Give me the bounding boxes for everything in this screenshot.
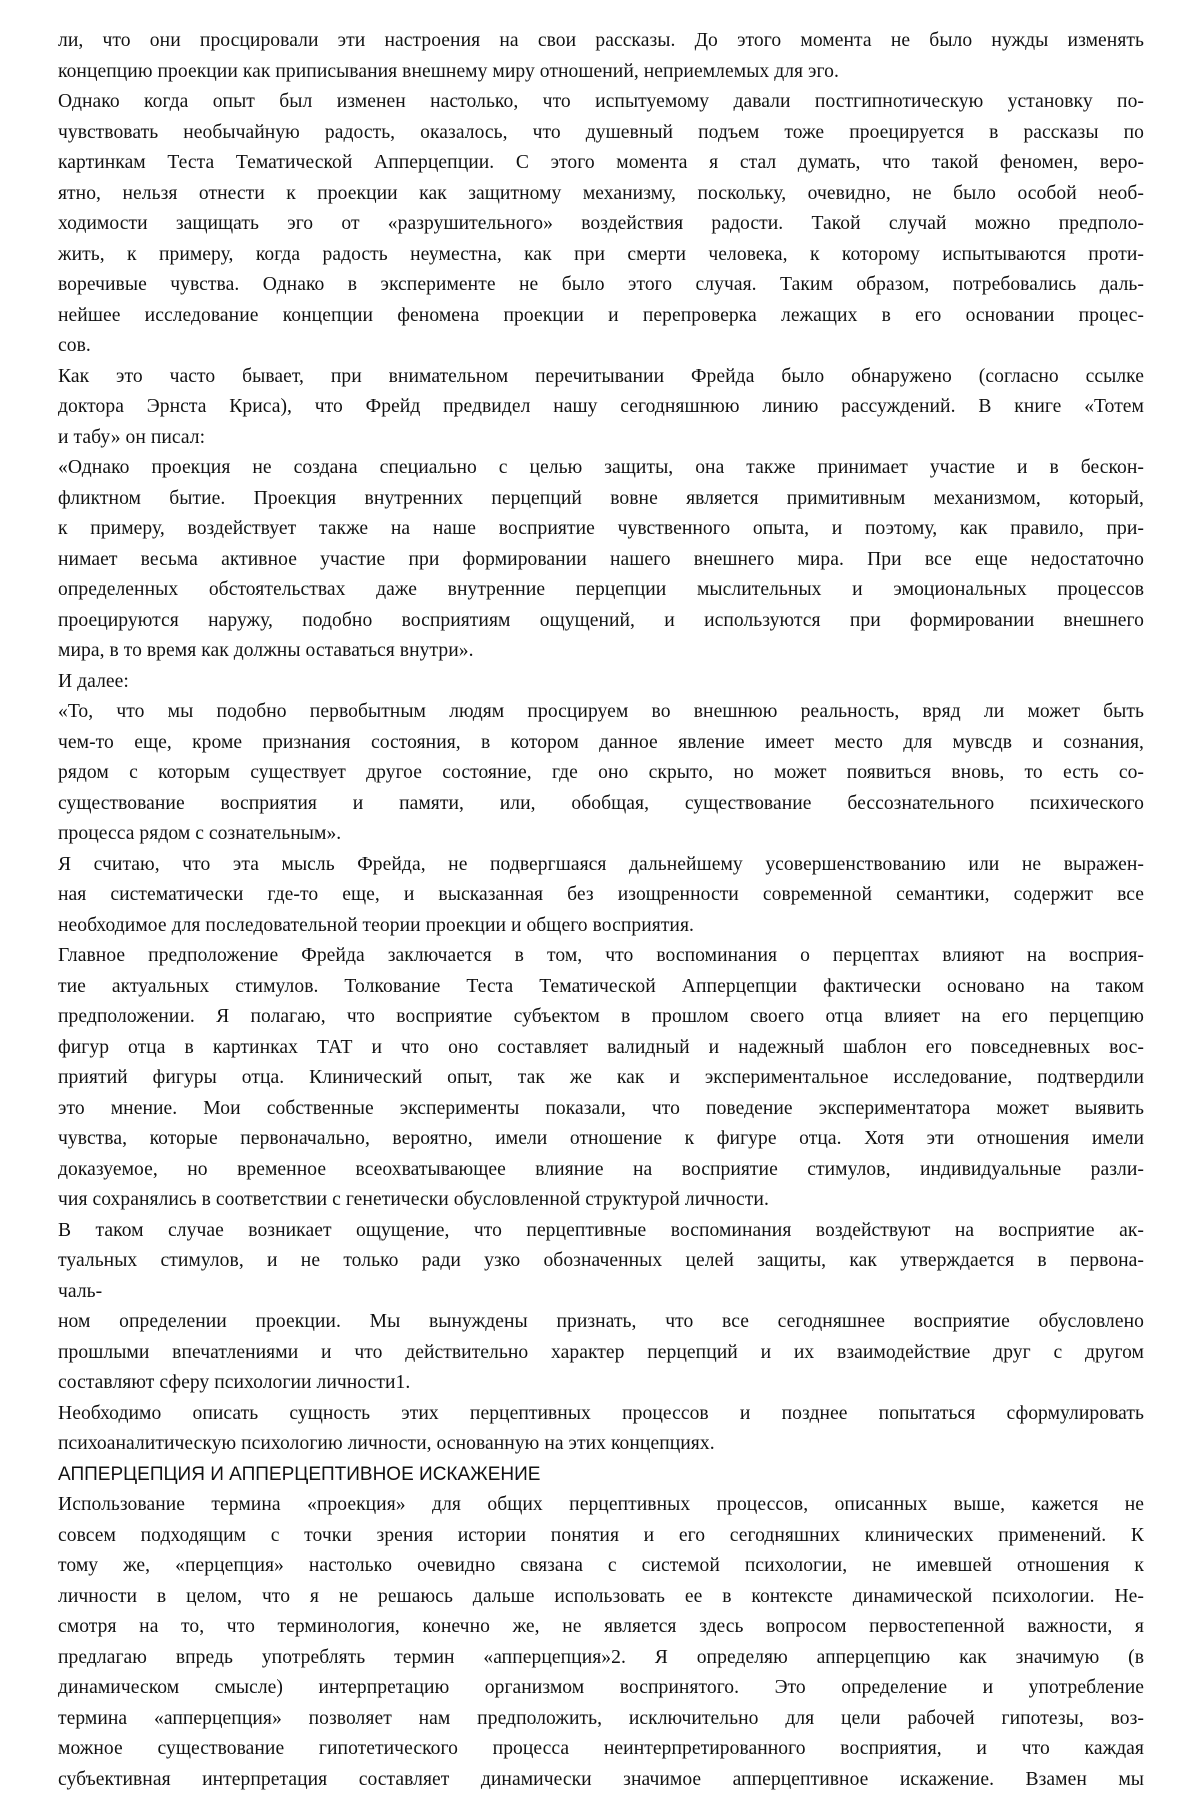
text-line: чувства, которые первоначально, вероятно, имели отношение к фигуре отца. Хотя эти отношения имели: [58, 1124, 1144, 1155]
text-line: доктора Эрнста Криса), что Фрейд предвидел нашу сегодняшнюю линию рассуждений. В книге «Тотем: [58, 392, 1144, 423]
text-line: ли, что они просцировали эти настроения на свои рассказы. До этого момента не было нужды изменять: [58, 26, 1144, 57]
text-line: картинкам Теста Тематической Апперцепции. С этого момента я стал думать, что такой феномен, веро-: [58, 148, 1144, 179]
text-line: психоаналитическую психологию личности, основанную на этих концепциях.: [58, 1429, 1144, 1460]
text-line: чувствовать необычайную радость, оказалось, что душевный подъем тоже проецируется в рассказы по: [58, 118, 1144, 149]
text-line: определенных обстоятельствах даже внутренние перцепции мыслительных и эмоциональных процессов: [58, 575, 1144, 606]
text-line: проецируются наружу, подобно восприятиям ощущений, и используются при формировании внешнего: [58, 606, 1144, 637]
text-line: субъективная интерпретация составляет динамически значимое апперцептивное искажение. Взамен мы: [58, 1765, 1144, 1795]
text-line: воречивые чувства. Однако в эксперименте не было этого случая. Таким образом, потребовались даль-: [58, 270, 1144, 301]
text-line: доказуемое, но временное всеохватывающее влияние на восприятие стимулов, индивидуальные разли-: [58, 1155, 1144, 1186]
text-line: мира, в то время как должны оставаться внутри».: [58, 636, 1144, 667]
text-line: жить, к примеру, когда радость неуместна, как при смерти человека, к которому испытываются проти-: [58, 240, 1144, 271]
text-line: Использование термина «проекция» для общих перцептивных процессов, описанных выше, кажется не: [58, 1490, 1144, 1521]
text-line: смотря на то, что терминология, конечно же, не является здесь вопросом первостепенной важности, я: [58, 1612, 1144, 1643]
text-line: тому же, «перцепция» настолько очевидно связана с системой психологии, не имевшей отношения к: [58, 1551, 1144, 1582]
text-line: рядом с которым существует другое состояние, где оно скрыто, но может появиться вновь, то есть со-: [58, 758, 1144, 789]
text-line: ная систематически где-то еще, и высказанная без изощренности современной семантики, содержит все: [58, 880, 1144, 911]
text-line: личности в целом, что я не решаюсь дальше использовать ее в контексте динамической психологии. Не-: [58, 1582, 1144, 1613]
text-line: процесса рядом с сознательным».: [58, 819, 1144, 850]
text-line: фликтном бытие. Проекция внутренних перцепций вовне является примитивным механизмом, который,: [58, 484, 1144, 515]
text-line: концепцию проекции как приписывания внешнему миру отношений, неприемлемых для эго.: [58, 57, 1144, 88]
text-line: чия сохранялись в соответствии с генетически обусловленной структурой личности.: [58, 1185, 1144, 1216]
text-line: туальных стимулов, и не только ради узко обозначенных целей защиты, как утверждается в первона-: [58, 1246, 1144, 1277]
text-line: совсем подходящим с точки зрения истории понятия и его сегодняшних клинических применений. К: [58, 1521, 1144, 1552]
text-line: нимает весьма активное участие при формировании нашего внешнего мира. При все еще недостаточно: [58, 545, 1144, 576]
text-line: сов.: [58, 331, 1144, 362]
text-line: это мнение. Мои собственные эксперименты показали, что поведение экспериментатора может выявить: [58, 1094, 1144, 1125]
text-line: необходимое для последовательной теории проекции и общего восприятия.: [58, 911, 1144, 942]
text-line: предлагаю впредь употреблять термин «апперцепция»2. Я определяю апперцепцию как значимую (в: [58, 1643, 1144, 1674]
text-line: ятно, нельзя отнести к проекции как защитному механизму, поскольку, очевидно, не было особой необ-: [58, 179, 1144, 210]
text-line: прошлыми впечатлениями и что действительно характер перцепций и их взаимодействие друг с другом: [58, 1338, 1144, 1369]
text-line: «Однако проекция не создана специально с целью защиты, она также принимает участие и в бескон-: [58, 453, 1144, 484]
text-line: существование восприятия и памяти, или, обобщая, существование бессознательного психического: [58, 789, 1144, 820]
text-line: предположении. Я полагаю, что восприятие субъектом в прошлом своего отца влияет на его перцепцию: [58, 1002, 1144, 1033]
text-line: Я считаю, что эта мысль Фрейда, не подвергшаяся дальнейшему усовершенствованию или не выражен-: [58, 850, 1144, 881]
text-line: чаль-: [58, 1277, 1144, 1308]
text-line: термина «апперцепция» позволяет нам предположить, исключительно для цели рабочей гипотезы, воз-: [58, 1704, 1144, 1735]
document-page: [58, 26, 1144, 1795]
text-line: чем-то еще, кроме признания состояния, в котором данное явление имеет место для мувсдв и сознания,: [58, 728, 1144, 759]
text-line: Главное предположение Фрейда заключается в том, что воспоминания о перцептах влияют на восприя-: [58, 941, 1144, 972]
text-line: Однако когда опыт был изменен настолько, что испытуемому давали постгипнотическую установку по-: [58, 87, 1144, 118]
section-heading: АППЕРЦЕПЦИЯ И АППЕРЦЕПТИВНОЕ ИСКАЖЕНИЕ: [58, 1460, 1144, 1491]
text-line: фигур отца в картинках ТАТ и что оно составляет валидный и надежный шаблон его повседневных вос-: [58, 1033, 1144, 1064]
text-line: тие актуальных стимулов. Толкование Теста Тематической Апперцепции фактически основано на таком: [58, 972, 1144, 1003]
text-line: можное существование гипотетического процесса неинтерпретированного восприятия, и что каждая: [58, 1734, 1144, 1765]
text-line: В таком случае возникает ощущение, что перцептивные воспоминания воздействуют на восприятие ак-: [58, 1216, 1144, 1247]
text-line: динамическом смысле) интерпретацию организмом воспринятого. Это определение и употребление: [58, 1673, 1144, 1704]
text-line: ном определении проекции. Мы вынуждены признать, что все сегодняшнее восприятие обусловлено: [58, 1307, 1144, 1338]
text-line: составляют сферу психологии личности1.: [58, 1368, 1144, 1399]
text-line: нейшее исследование концепции феномена проекции и перепроверка лежащих в его основании процес-: [58, 301, 1144, 332]
text-line: ходимости защищать эго от «разрушительного» воздействия радости. Такой случай можно предполо-: [58, 209, 1144, 240]
text-line: к примеру, воздействует также на наше восприятие чувственного опыта, и поэтому, как правило, при-: [58, 514, 1144, 545]
text-line: Как это часто бывает, при внимательном перечитывании Фрейда было обнаружено (согласно ссылке: [58, 362, 1144, 393]
text-line: приятий фигуры отца. Клинический опыт, так же как и экспериментальное исследование, подтвердили: [58, 1063, 1144, 1094]
text-line: И далее:: [58, 667, 1144, 698]
text-line: и табу» он писал:: [58, 423, 1144, 454]
text-line: «То, что мы подобно первобытным людям просцируем во внешнюю реальность, вряд ли может быть: [58, 697, 1144, 728]
text-line: Необходимо описать сущность этих перцептивных процессов и позднее попытаться сформулировать: [58, 1399, 1144, 1430]
